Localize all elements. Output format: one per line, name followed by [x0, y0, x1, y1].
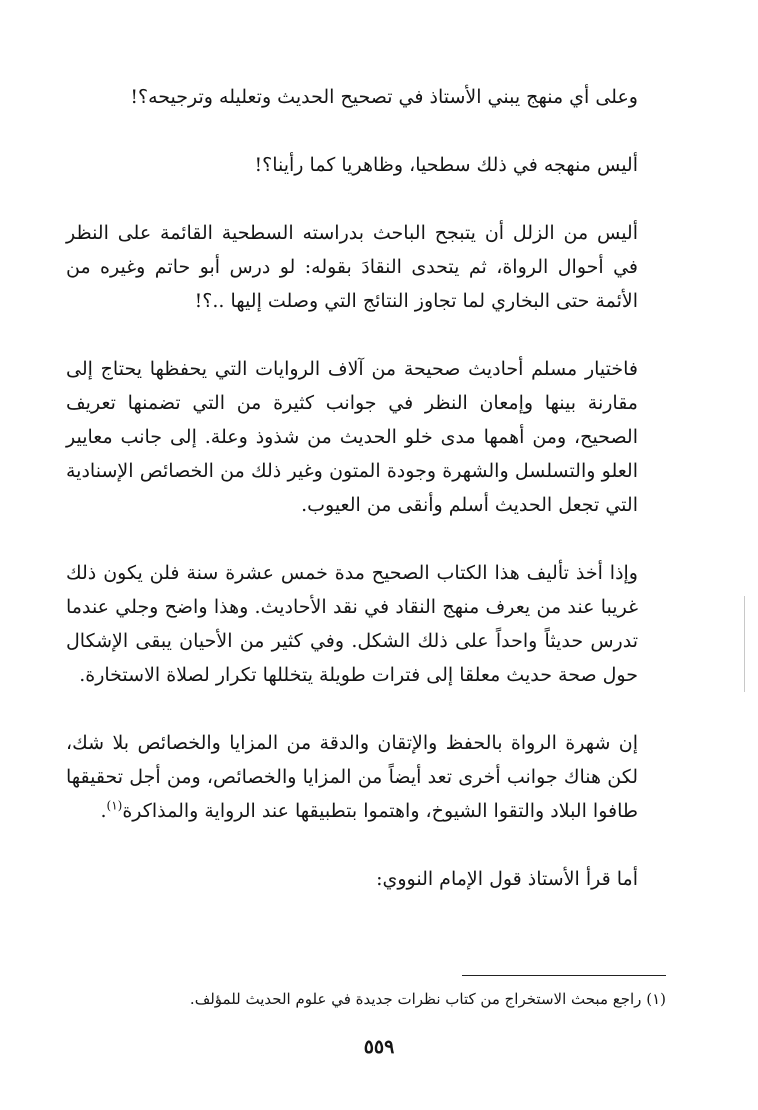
paragraph-6-text: إن شهرة الرواة بالحفظ والإتقان والدقة من المزايا والخصائص بلا شك، لكن هناك جوانب أخرى تعد أيضاً من المزايا والخصائص، ومن أجل تحقيقها طافوا البلاد والتقوا الشيوخ، واهتموا بتطبيقها عند الرواية والمذاكرة — [66, 732, 638, 822]
paragraph-2: أليس منهجه في ذلك سطحيا، وظاهريا كما رأينا؟! — [254, 154, 638, 176]
footnote-divider — [462, 975, 666, 976]
body-text — [66, 80, 666, 930]
footnote-marker: (١) — [646, 990, 666, 1008]
paragraph-4: فاختيار مسلم أحاديث صحيحة من آلاف الروايات التي يحفظها يحتاج إلى مقارنة بينها وإمعان النظر في جوانب كثيرة من التي تضمنها تعريف الصحيح، ومن أهمها مدى خلو الحديث من شذوذ وعلة. إلى جانب معايير العلو والتسلسل والشهرة وجودة المتون وغير ذلك من الخصائص الإسنادية التي تجعل الحديث أسلم وأنقى من العيوب. — [66, 358, 638, 516]
paragraph-7: أما قرأ الأستاذ قول الإمام النووي: — [376, 868, 638, 890]
paragraph-6-end: . — [100, 800, 107, 822]
paragraph-1: وعلى أي منهج يبني الأستاذ في تصحيح الحديث وتعليله وترجيحه؟! — [130, 86, 638, 108]
paragraph-3: أليس من الزلل أن يتبجح الباحث بدراسته السطحية القائمة على النظر في أحوال الرواة، ثم يتحدى النقادَ بقوله: لو درس أبو حاتم وغيره من الأئمة حتى البخاري لما تجاوز النتائج التي وصلت إليها ..؟! — [66, 222, 638, 312]
footnote-text: راجع مبحث الاستخراج من كتاب نظرات جديدة في علوم الحديث للمؤلف. — [189, 990, 642, 1008]
footnote — [66, 986, 666, 1012]
page-edge-mark — [744, 596, 745, 692]
page-number: ٥٥٩ — [363, 1036, 395, 1058]
paragraph-6 — [66, 726, 666, 828]
footnote-reference: (١) — [106, 798, 123, 813]
paragraph-5: وإذا أخذ تأليف هذا الكتاب الصحيح مدة خمس عشرة سنة فلن يكون ذلك غريبا عند من يعرف منهج النقاد في نقد الأحاديث. وهذا واضح وجلي عندما تدرس حديثاً واحداً على ذلك الشكل. وفي كثير من الأحيان يبقى الإشكال حول صحة حديث معلقا إلى فترات طويلة يتخللها تكرار لصلاة الاستخارة. — [66, 562, 638, 686]
